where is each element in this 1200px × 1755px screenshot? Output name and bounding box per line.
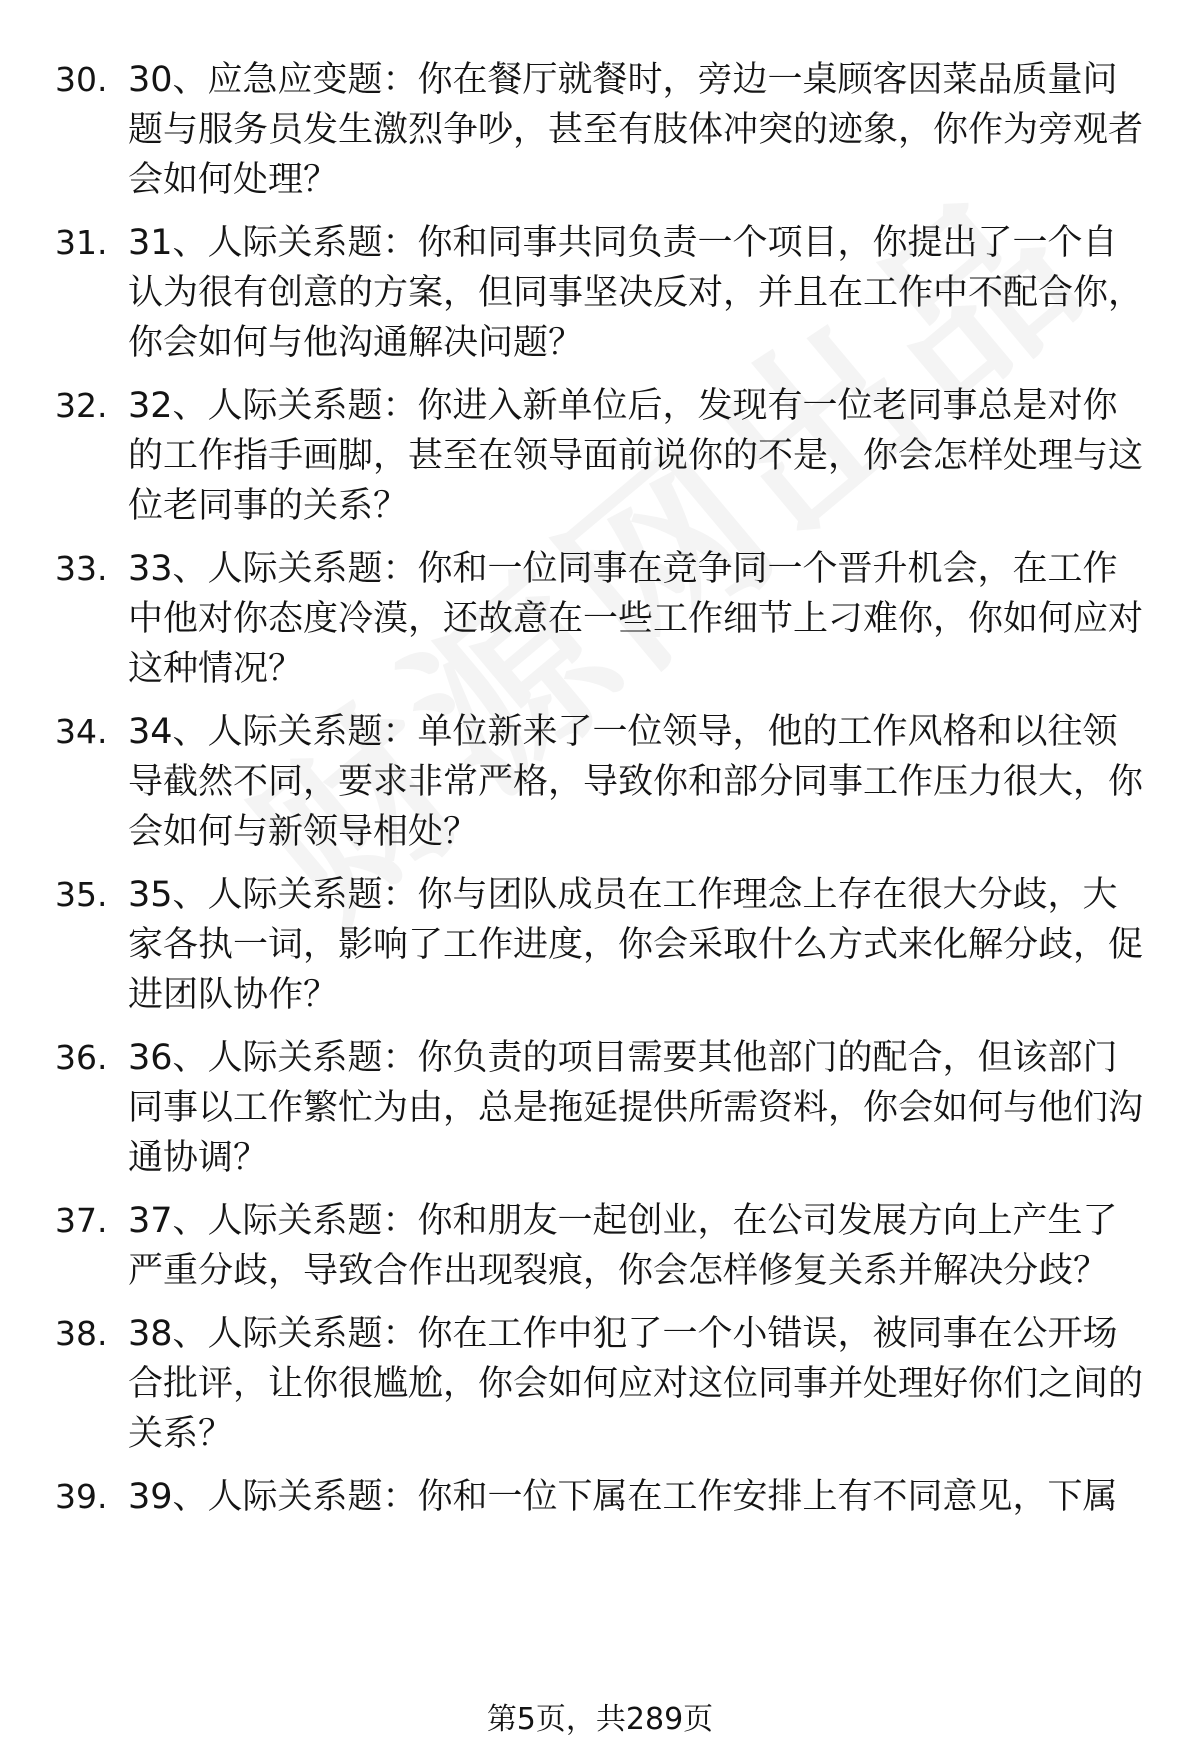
item-number: 39.	[55, 1477, 108, 1516]
item-text: 39、人际关系题：你和一位下属在工作安排上有不同意见，下属	[128, 1477, 1118, 1517]
item-number: 38.	[55, 1314, 108, 1353]
item-text: 33、人际关系题：你和一位同事在竞争同一个晋升机会，在工作中他对你态度冷漠，还故意在一些工作细节上刁难你，你如何应对这种情况？	[128, 549, 1144, 689]
item-number: 30.	[55, 60, 108, 99]
item-text: 35、人际关系题：你与团队成员在工作理念上存在很大分歧，大家各执一词，影响了工作进度，你会采取什么方式来化解分歧，促进团队协作？	[128, 875, 1144, 1015]
item-number: 35.	[55, 875, 108, 914]
item-number: 36.	[55, 1038, 108, 1077]
item-text: 31、人际关系题：你和同事共同负责一个项目，你提出了一个自认为很有创意的方案，但同事坚决反对，并且在工作中不配合你，你会如何与他沟通解决问题？	[128, 223, 1144, 363]
item-text: 34、人际关系题：单位新来了一位领导，他的工作风格和以往领导截然不同，要求非常严格，导致你和部分同事工作压力很大，你会如何与新领导相处？	[128, 712, 1144, 852]
item-number: 31.	[55, 223, 108, 262]
item-text: 30、应急应变题：你在餐厅就餐时，旁边一桌顾客因菜品质量问题与服务员发生激烈争吵，甚至有肢体冲突的迹象，你作为旁观者会如何处理？	[128, 60, 1144, 200]
item-number: 32.	[55, 386, 108, 425]
item-number: 33.	[55, 549, 108, 588]
item-number: 34.	[55, 712, 108, 751]
item-text: 32、人际关系题：你进入新单位后，发现有一位老同事总是对你的工作指手画脚，甚至在领导面前说你的不是，你会怎样处理与这位老同事的关系？	[128, 386, 1144, 526]
page-footer: 第5页，共289页	[486, 1702, 714, 1737]
item-text: 36、人际关系题：你负责的项目需要其他部门的配合，但该部门同事以工作繁忙为由，总是拖延提供所需资料，你会如何与他们沟通协调？	[128, 1038, 1144, 1178]
item-text: 37、人际关系题：你和朋友一起创业，在公司发展方向上产生了严重分歧，导致合作出现裂痕，你会怎样修复关系并解决分歧？	[128, 1201, 1118, 1291]
item-text: 38、人际关系题：你在工作中犯了一个小错误，被同事在公开场合批评，让你很尴尬，你会如何应对这位同事并处理好你们之间的关系？	[128, 1314, 1144, 1454]
item-number: 37.	[55, 1201, 108, 1240]
